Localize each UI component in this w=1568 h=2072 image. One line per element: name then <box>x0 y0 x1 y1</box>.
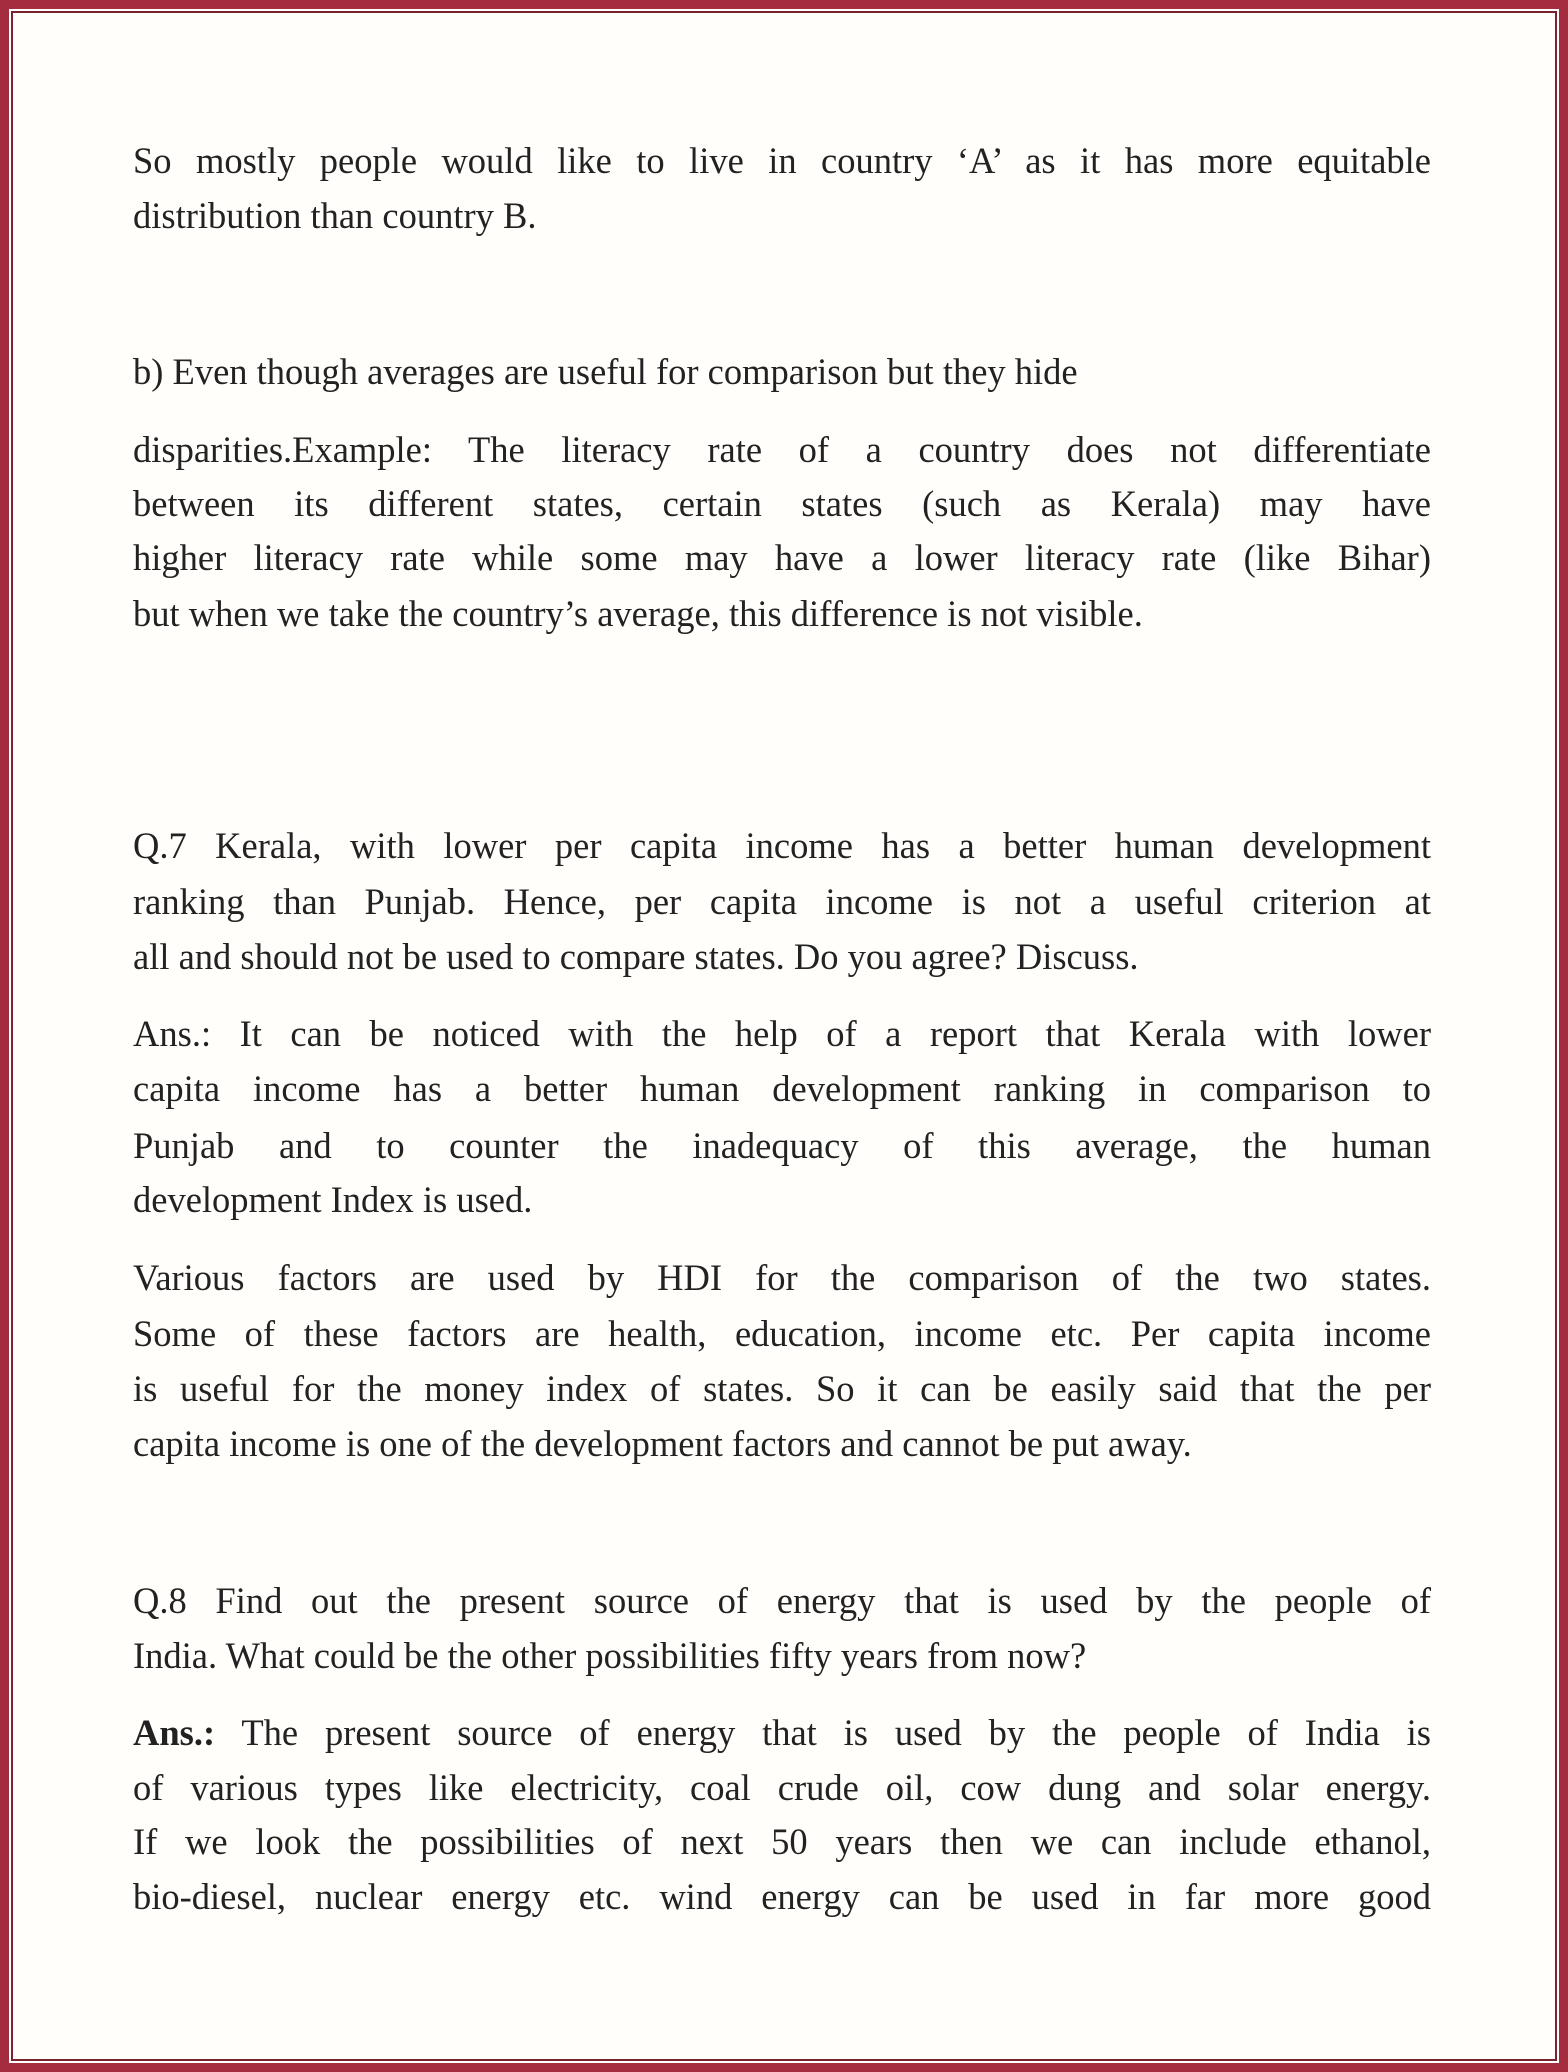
answer-line: bio-diesel, nuclear energy etc. wind energy can be used in far more good <box>133 1876 1431 1917</box>
answer-line: If we look the possibilities of next 50 years then we can include ethanol, <box>133 1821 1431 1862</box>
question-line: India. What could be the other possibilities fifty years from now? <box>133 1635 1087 1676</box>
answer-label: Ans.: <box>133 1712 216 1753</box>
text-line: disparities.Example: The literacy rate of a country does not differentiate <box>133 429 1431 470</box>
answer-line: is useful for the money index of states. So it can be easily said that the per <box>133 1368 1431 1409</box>
text-line: b) Even though averages are useful for comparison but they hide <box>133 351 1078 392</box>
text-line: between its different states, certain states (such as Kerala) may have <box>133 483 1431 524</box>
text-line: higher literacy rate while some may have a lower literacy rate (like Bihar) <box>133 537 1431 578</box>
answer-line: Various factors are used by HDI for the comparison of the two states. <box>133 1257 1431 1298</box>
text-line: So mostly people would like to live in country ‘A’ as it has more equitable <box>133 140 1431 181</box>
question-line: Q.8 Find out the present source of energy that is used by the people of <box>133 1580 1431 1621</box>
question-line: ranking than Punjab. Hence, per capita income is not a useful criterion at <box>133 881 1431 922</box>
answer-line: capita income is one of the development factors and cannot be put away. <box>133 1423 1192 1464</box>
answer-line <box>133 1705 1431 1760</box>
answer-line: Some of these factors are health, education, income etc. Per capita income <box>133 1313 1431 1354</box>
answer-line: capita income has a better human development ranking in comparison to <box>133 1068 1431 1109</box>
text-line: but when we take the country’s average, this difference is not visible. <box>133 593 1143 634</box>
answer-text: The present source of energy that is used by the people of India is <box>215 1712 1431 1753</box>
question-line: Q.7 Kerala, with lower per capita income has a better human development <box>133 825 1431 866</box>
answer-line: of various types like electricity, coal crude oil, cow dung and solar energy. <box>133 1767 1431 1808</box>
question-line: all and should not be used to compare states. Do you agree? Discuss. <box>133 936 1139 977</box>
answer-line: Punjab and to counter the inadequacy of this average, the human <box>133 1125 1431 1166</box>
answer-line: development Index is used. <box>133 1179 533 1220</box>
answer-line: Ans.: It can be noticed with the help of a report that Kerala with lower <box>133 1013 1431 1054</box>
text-line: distribution than country B. <box>133 195 537 236</box>
